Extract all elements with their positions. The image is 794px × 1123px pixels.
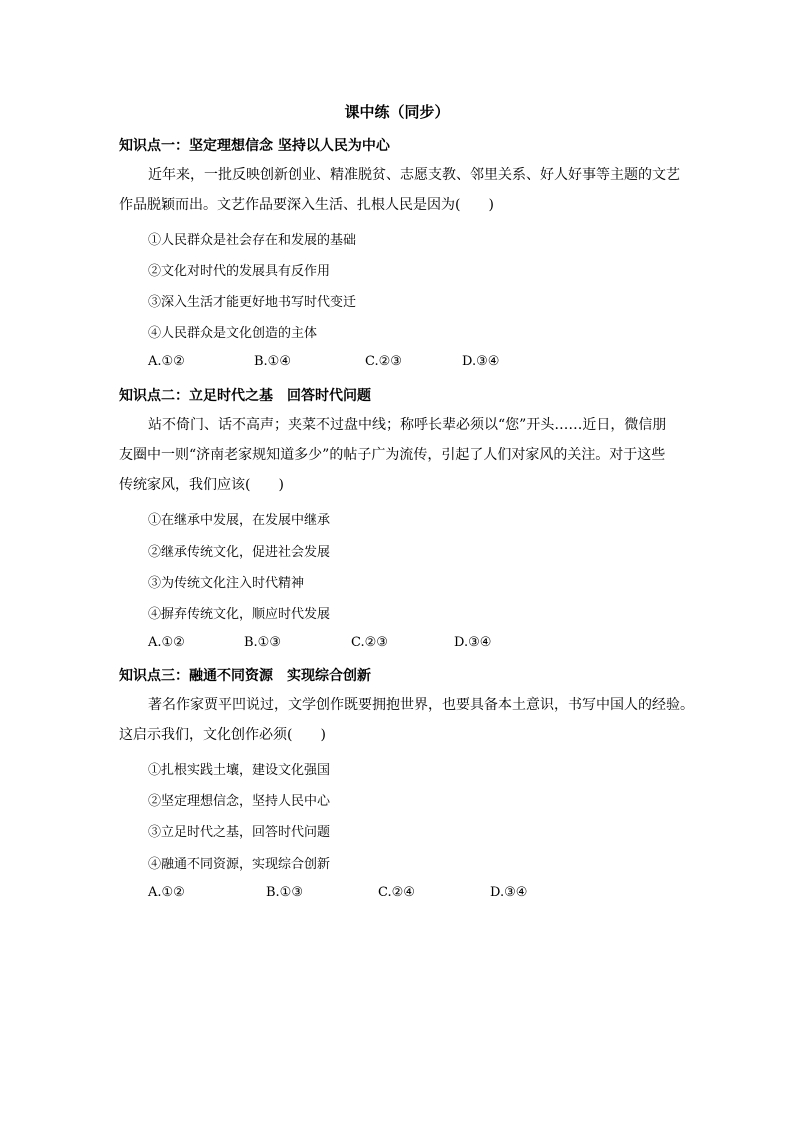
answer-a: A.①② [148, 885, 185, 900]
section-heading-3: 知识点三：融通不同资源 实现综合创新 [119, 668, 371, 684]
option-2: ②文化对时代的发展具有反作用 [148, 264, 331, 279]
stem-line: 近年来，一批反映创新创业、精准脱贫、志愿支教、邻里关系、好人好事等主题的文艺 [148, 167, 680, 183]
stem-line: 这启示我们，文化创作必须( ) [119, 727, 326, 743]
option-1: ①在继承中发展，在发展中继承 [148, 513, 331, 528]
answer-c: C.②③ [351, 635, 388, 650]
stem-line: 作品脱颖而出。文艺作品要深入生活、扎根人民是因为( ) [119, 197, 494, 213]
section-heading-1: 知识点一：坚定理想信念 坚持以人民为中心 [119, 138, 390, 154]
option-4: ④人民群众是文化创造的主体 [148, 326, 318, 341]
stem-line: 传统家风，我们应该( ) [119, 477, 284, 493]
answer-c: C.②④ [378, 885, 415, 900]
option-2: ②继承传统文化，促进社会发展 [148, 545, 331, 560]
answer-b: B.①③ [244, 635, 281, 650]
answer-d: D.③④ [454, 635, 492, 650]
option-4: ④融通不同资源，实现综合创新 [148, 857, 331, 872]
question-stem-2 [119, 410, 679, 500]
answer-c: C.②③ [365, 354, 402, 369]
option-2: ②坚定理想信念，坚持人民中心 [148, 794, 331, 809]
option-3: ③为传统文化注入时代精神 [148, 576, 305, 591]
option-1: ①人民群众是社会存在和发展的基础 [148, 233, 357, 248]
stem-line: 友圈中一则“济南老家规知道多少”的帖子广为流传，引起了人们对家风的关注。对于这些 [119, 447, 666, 463]
answer-b: B.①④ [254, 354, 291, 369]
stem-line: 站不倚门、话不高声；夹菜不过盘中线；称呼长辈必须以“您”开头……近日，微信朋 [148, 417, 667, 433]
answer-a: A.①② [148, 354, 185, 369]
answer-d: D.③④ [490, 885, 528, 900]
option-1: ①扎根实践土壤，建设文化强国 [148, 763, 331, 778]
option-3: ③深入生活才能更好地书写时代变迁 [148, 295, 357, 310]
answer-d: D.③④ [462, 354, 500, 369]
question-stem-3 [119, 690, 694, 750]
option-4: ④摒弃传统文化，顺应时代发展 [148, 607, 331, 622]
answer-a: A.①② [148, 635, 185, 650]
question-stem-1 [119, 160, 679, 220]
page-title: 课中练（同步） [344, 103, 450, 121]
option-3: ③立足时代之基，回答时代问题 [148, 825, 331, 840]
section-heading-2: 知识点二：立足时代之基 回答时代问题 [119, 388, 371, 404]
answer-b: B.①③ [266, 885, 303, 900]
stem-line: 著名作家贾平凹说过，文学创作既要拥抱世界，也要具备本土意识，书写中国人的经验。 [148, 697, 694, 713]
